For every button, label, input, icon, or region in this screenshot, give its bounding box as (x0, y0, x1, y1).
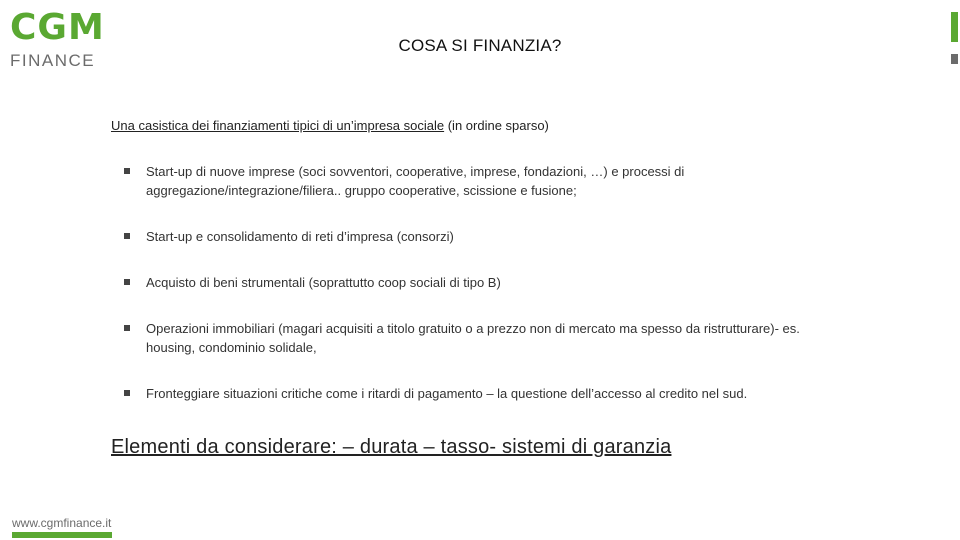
cgm-finance-logo (10, 7, 120, 70)
list-item-line: Start-up di nuove imprese (soci sovventori, cooperative, imprese, fondazioni, …) e processi di (146, 164, 685, 179)
bullet-marker-icon (124, 233, 130, 239)
list-item-line: aggregazione/integrazione/filiera.. gruppo cooperative, scissione e fusione; (146, 183, 577, 198)
intro-note: (in ordine sparso) (444, 118, 549, 133)
footer-url-link[interactable]: www.cgmfinance.it (12, 516, 112, 530)
list-item-line: Acquisto di beni strumentali (soprattutto coop sociali di tipo B) (146, 275, 501, 290)
footer-accent-bar (12, 532, 112, 538)
logo-wordmark (10, 7, 120, 48)
intro-paragraph (111, 118, 871, 133)
logo-subtitle: FINANCE (10, 51, 96, 70)
corner-accent-green (951, 12, 958, 42)
list-item-line: Start-up e consolidamento di reti d’impresa (consorzi) (146, 229, 454, 244)
logo-letter-c: C (10, 7, 38, 48)
bullet-marker-icon (124, 325, 130, 331)
bullet-marker-icon (124, 279, 130, 285)
bullet-list (124, 162, 904, 403)
intro-lead: Una casistica dei finanziamenti tipici di un’impresa sociale (111, 118, 445, 133)
logo-letter-m: M (67, 7, 105, 48)
corner-accent-gray (951, 54, 958, 64)
elements-heading: Elementi da considerare: – durata – tasso- sistemi di garanzia (111, 436, 672, 458)
bullet-marker-icon (124, 390, 130, 396)
list-item-line: Operazioni immobiliari (magari acquisiti a titolo gratuito o a prezzo non di mercato ma spesso da ristrutturare)- es. (146, 321, 800, 336)
list-item (124, 384, 904, 403)
page-title: COSA SI FINANZIA? (398, 36, 562, 55)
list-item (124, 162, 904, 200)
bullet-marker-icon (124, 168, 130, 174)
list-item-line: housing, condominio solidale, (146, 340, 317, 355)
list-item (124, 273, 904, 292)
list-item-line: Fronteggiare situazioni critiche come i ritardi di pagamento – la questione dell’accesso al credito nel sud. (146, 386, 748, 401)
logo-letter-g: G (37, 7, 68, 48)
list-item (124, 227, 904, 246)
list-item (124, 319, 904, 357)
